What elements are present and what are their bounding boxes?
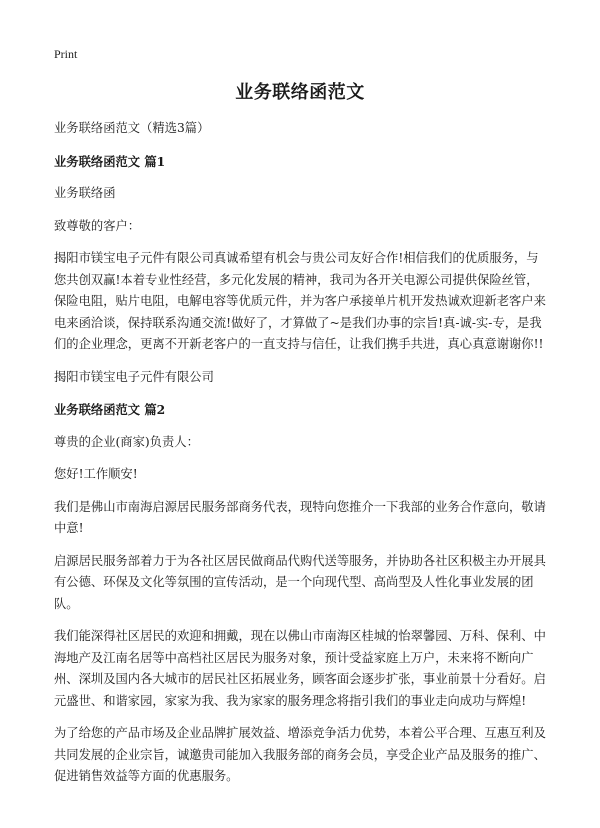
section2-paragraph-about: 启源居民服务部着力于为各社区居民做商品代购代送等服务，并协助各社区积极主办开展具有公德、环保及文化等氛围的宣传活动，是一个向现代型、高尚型及人性化事业发展的团队。 — [54, 553, 546, 611]
section1-letter-label: 业务联络函 — [54, 186, 116, 200]
document-body — [54, 118, 550, 788]
section2-paragraph-invite: 为了给您的产品市场及企业品牌扩展效益、增添竞争活力优势，本着公平合理、互惠互利及共同发展的企业宗旨，诚邀贵司能加入我服务部的商务会员，享受企业产品及服务的推广、促进销售效益等方面的优惠服务。 — [54, 726, 546, 783]
section1-heading: 业务联络函范文 篇1 — [54, 153, 166, 169]
section2-paragraph-intro: 我们是佛山市南海启源居民服务部商务代表，现特向您推介一下我部的业务合作意向，敬请中意! — [54, 499, 546, 535]
document-title: 业务联络函范文 — [235, 82, 365, 103]
print-link[interactable]: Print — [54, 47, 78, 61]
section2-heading: 业务联络函范文 篇2 — [54, 402, 166, 417]
section2-greeting: 您好!工作顺安! — [54, 467, 138, 481]
section1-paragraph: 揭阳市镁宝电子元件有限公司真诚希望有机会与贵公司友好合作!相信我们的优质服务，与您共创双赢!本着专业性经营，多元化发展的精神，我司为各开关电源公司提供保险丝管，保险电阻，贴片电阻，电解电容等优质元件，并为客户承接单片机开发热诚欢迎新老客户来电来函洽谈，保持联系沟通交流!做好了，才算做了~是我们办事的宗旨!真-诚-实-专，是我们的企业理念，更离不开新老客户的一直支持与信任，让我们携手共进，真心真意谢谢你!! — [54, 251, 546, 351]
section1-salutation: 致尊敬的客户： — [54, 218, 141, 233]
section1-signature: 揭阳市镁宝电子元件有限公司 — [54, 369, 214, 384]
document-subtitle: 业务联络函范文（精选3篇） — [54, 121, 210, 135]
section2-paragraph-service: 我们能深得社区居民的欢迎和拥戴，现在以佛山市南海区桂城的怡翠馨园、万科、保利、中海地产及江南名居等中高档社区居民为服务对象，预计受益家庭上万户，未来将不断向广州、深圳及国内各大城市的居民社区拓展业务，顾客面会逐步扩张，事业前景十分看好。启元盛世、和谐家园，家家为我、我为家家的服务理念将指引我们的事业走向成功与辉煌! — [54, 629, 546, 708]
section2-salutation: 尊贵的企业(商家)负责人： — [54, 434, 199, 449]
